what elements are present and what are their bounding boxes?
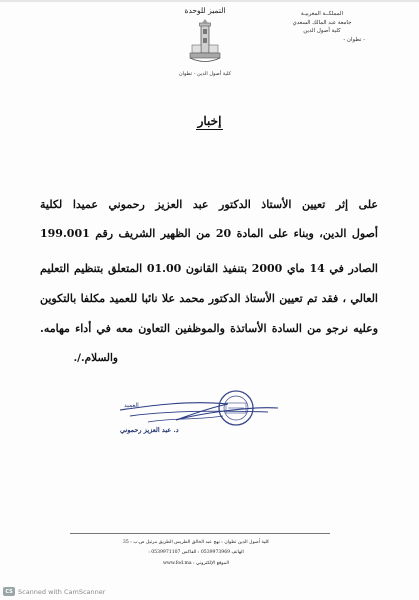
body-line-2: أصول الدين، وبناء على المادة 20 من الظهير الشريف رقم 199.001 — [40, 227, 378, 240]
body-line-1: على إثر تعيين الأستاذ الدكتور عبد العزيز رحموني عميدا لكلية — [40, 198, 378, 211]
footer-phone-fax: الهاتف 0539973969 : الفاكس 0539971107 : — [148, 550, 244, 555]
stamp-and-signature — [118, 390, 288, 450]
camscanner-logo-icon: CS — [3, 587, 15, 596]
header-university: جامعة عبد المالك السعدي — [292, 19, 352, 26]
faculty-branding — [160, 6, 250, 77]
header-city: - تطوان - — [343, 36, 365, 43]
header-faculty: كلية أصول الدين — [303, 28, 341, 34]
header-kingdom: المملكــة المغربيـة — [300, 11, 344, 17]
document-title — [0, 114, 419, 128]
footer-divider — [70, 533, 330, 534]
faculty-name-caption: كلية أصول الدين - تطوان — [179, 71, 231, 77]
body-line-4: العالي ، فقد تم تعيين الأستاذ الدكتور محمد علا نائبا للعميد مكلفا بالتكوين — [40, 292, 378, 305]
slogan: التميز للوحدة — [184, 6, 226, 15]
body-line-3: الصادر في 14 ماي 2000 بتنفيذ القانون 01.00 المتعلق بتنظيم التعليم — [40, 262, 378, 275]
footer-address: كلية أصول الدين تطوان : نهج عبد الخالق الطريس الطريق مرتيل ص.ب : 35 — [122, 540, 270, 545]
watermark-text: Scanned with CamScanner — [18, 587, 106, 596]
footer-website: الموقع الإلكتروني : www.fod.ma — [162, 561, 230, 566]
handwritten-signature-icon — [120, 403, 278, 422]
title-text: إخبار — [197, 114, 222, 128]
faculty-logo-icon — [188, 19, 222, 69]
top-edge — [0, 0, 419, 2]
institution-header — [267, 10, 377, 44]
scanner-watermark — [3, 587, 105, 596]
signatory-name: د. عبد العزيز رحموني — [120, 426, 179, 434]
closing-salutation: والسلام./. — [73, 352, 118, 364]
body-line-5: وعليه نرجو من السادة الأساتذة والموظفين التعاون معه في أداء مهامه. — [40, 322, 378, 335]
signature-title: العميد — [124, 402, 139, 409]
